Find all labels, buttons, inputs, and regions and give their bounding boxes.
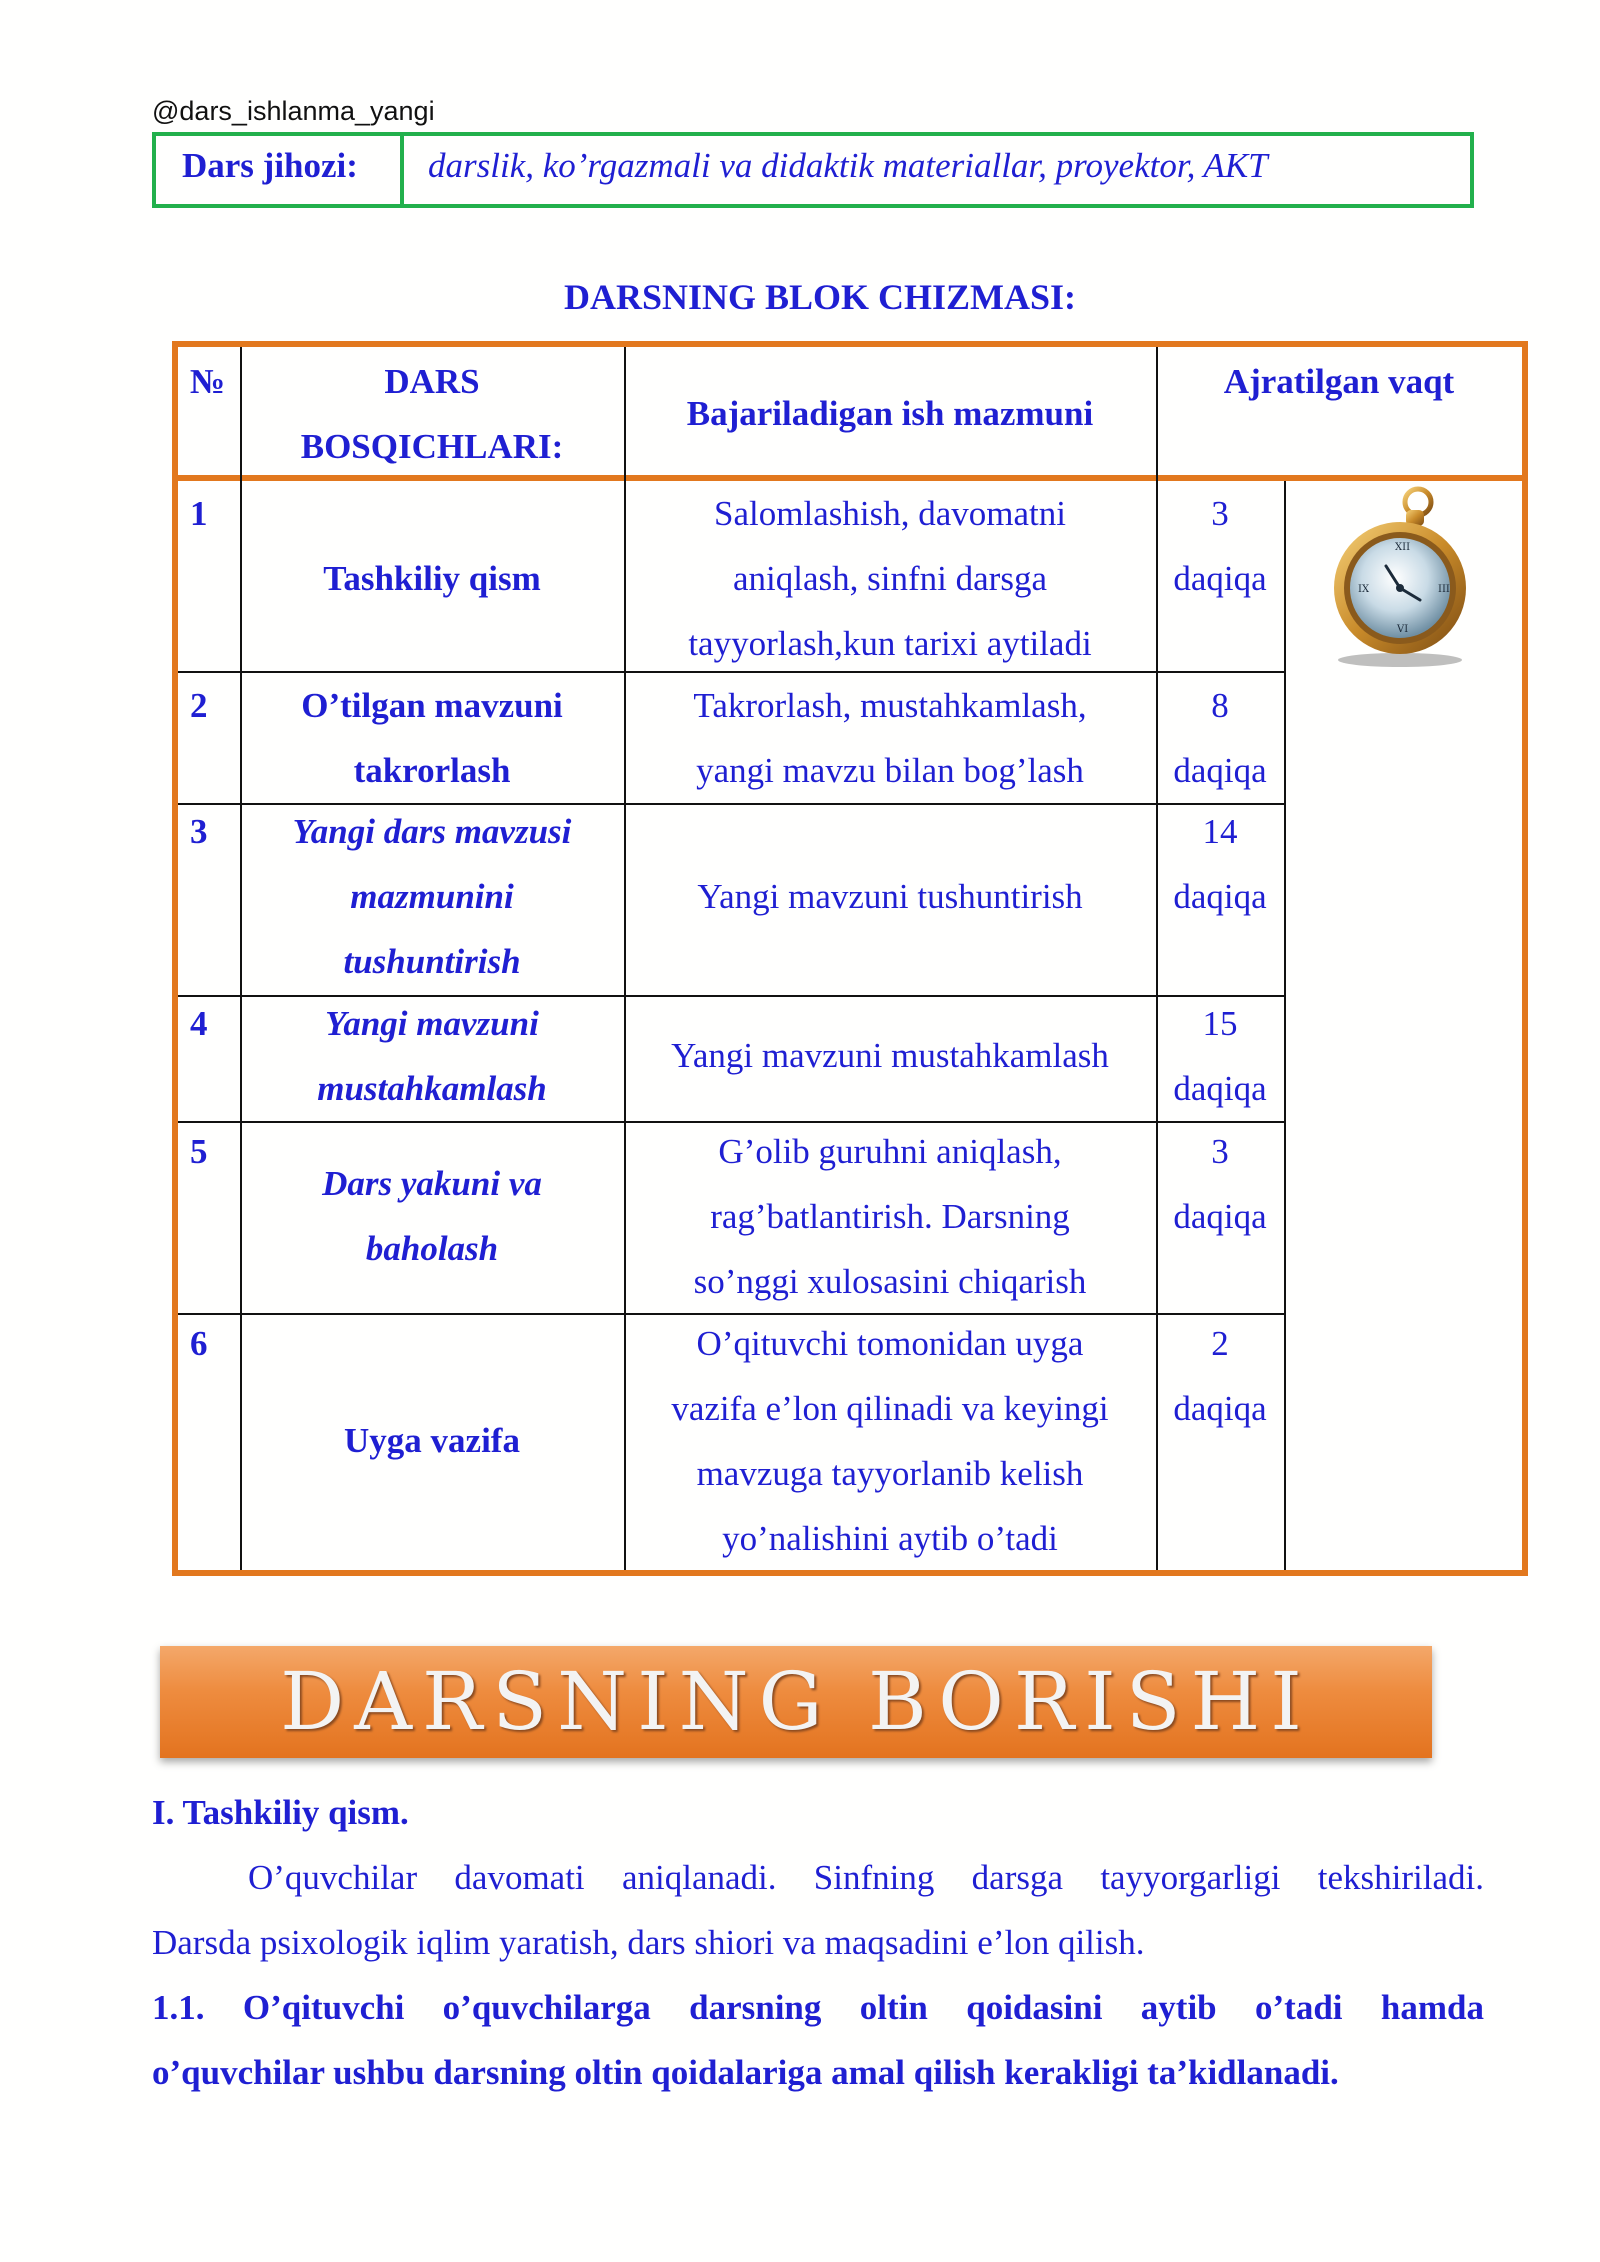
row-stage-line: mazmunini — [350, 877, 514, 916]
row-stage: Tashkiliy qism — [323, 559, 541, 598]
row-content-line: aniqlash, sinfni darsga — [733, 559, 1047, 598]
header-stages-line2: BOSQICHLARI: — [300, 427, 564, 466]
row-stage — [240, 673, 624, 803]
equipment-value: darslik, ko’rgazmali va didaktik materiallar, proyektor, AKT — [428, 146, 1268, 185]
row-time-number: 3 — [1211, 494, 1229, 533]
row-time — [1156, 1119, 1284, 1249]
row-stage-line: takrorlash — [353, 751, 511, 790]
equipment-label: Dars jihozi: — [156, 136, 404, 204]
row-content-line: vazifa e’lon qilinadi va keyingi — [671, 1389, 1109, 1428]
table-col-line — [1284, 481, 1286, 1570]
bold-paragraph-line: 1.1. O’qituvchi o’quvchilarga darsning oltin qoidasini aytib o’tadi hamda — [152, 1988, 1484, 2027]
row-stage-line: Dars yakuni va — [322, 1164, 542, 1203]
row-time — [1156, 481, 1284, 611]
row-content — [624, 673, 1156, 803]
row-content-line: so’nggi xulosasini chiqarish — [693, 1262, 1087, 1301]
row-number: 4 — [190, 1004, 208, 1043]
paragraph-line: O’quvchilar davomati aniqlanadi. Sinfning darsga tayyorgarligi tekshiriladi. — [248, 1858, 1484, 1897]
row-stage — [240, 799, 624, 994]
row-stage — [240, 991, 624, 1121]
row-stage-line: Yangi dars mavzusi — [292, 812, 572, 851]
row-number: 5 — [190, 1132, 208, 1171]
svg-text:IX: IX — [1358, 584, 1370, 595]
header-number: № — [190, 362, 226, 401]
row-time-unit: daqiqa — [1173, 1389, 1267, 1428]
row-content-line: tayyorlash,kun tarixi aytiladi — [688, 624, 1092, 663]
row-time — [1156, 991, 1284, 1121]
row-stage — [240, 1151, 624, 1281]
row-stage-line: Yangi mavzuni — [325, 1004, 539, 1043]
row-time-unit: daqiqa — [1173, 751, 1267, 790]
row-time-unit: daqiqa — [1173, 1197, 1267, 1236]
row-time-number: 15 — [1202, 1004, 1238, 1043]
section-heading: I. Tashkiliy qism. — [152, 1793, 409, 1832]
row-content-line: rag’batlantirish. Darsning — [710, 1197, 1070, 1236]
row-content-line: G’olib guruhni aniqlash, — [718, 1132, 1062, 1171]
header-stages-line1: DARS — [384, 362, 480, 401]
lesson-progress-banner — [160, 1646, 1432, 1758]
row-time-number: 2 — [1211, 1324, 1229, 1363]
svg-text:VI: VI — [1397, 624, 1409, 635]
row-content-line: yangi mavzu bilan bog’lash — [696, 751, 1084, 790]
row-number: 2 — [190, 686, 208, 725]
row-content-line: O’qituvchi tomonidan uyga — [696, 1324, 1084, 1363]
row-stage-line: O’tilgan mavzuni — [301, 686, 563, 725]
bold-paragraph-line: o’quvchilar ushbu darsning oltin qoidalariga amal qilish kerakligi ta’kidlanadi. — [152, 2053, 1339, 2092]
row-content — [624, 1119, 1156, 1314]
row-content — [624, 481, 1156, 676]
row-stage-line: mustahkamlash — [317, 1069, 547, 1108]
row-time-number: 3 — [1211, 1132, 1229, 1171]
row-stage-line: baholash — [365, 1229, 499, 1268]
row-number: 6 — [190, 1324, 208, 1363]
row-time-unit: daqiqa — [1173, 1069, 1267, 1108]
row-stage-line: tushuntirish — [343, 942, 521, 981]
header-time: Ajratilgan vaqt — [1223, 362, 1455, 401]
row-time — [1156, 673, 1284, 803]
block-scheme-title: DARSNING BLOK CHIZMASI: — [563, 277, 1077, 317]
row-content-line: Salomlashish, davomatni — [714, 494, 1066, 533]
pocket-watch-icon — [1320, 480, 1480, 670]
row-stage: Uyga vazifa — [344, 1421, 520, 1460]
paragraph-line: Darsda psixologik iqlim yaratish, dars shiori va maqsadini e’lon qilish. — [152, 1923, 1145, 1962]
header-content: Bajariladigan ish mazmuni — [686, 394, 1094, 433]
watermark: @dars_ishlanma_yangi — [152, 96, 435, 126]
row-time — [1156, 799, 1284, 929]
row-time-unit: daqiqa — [1173, 877, 1267, 916]
svg-text:III: III — [1438, 584, 1450, 595]
row-content: Yangi mavzuni mustahkamlash — [671, 1036, 1109, 1075]
header-stages — [240, 349, 624, 479]
row-time — [1156, 1311, 1284, 1441]
banner-title: DARSNING BORISHI — [280, 1655, 1312, 1748]
row-content-line: Takrorlash, mustahkamlash, — [693, 686, 1087, 725]
row-content-line: mavzuga tayyorlanib kelish — [696, 1454, 1084, 1493]
row-number: 3 — [190, 812, 208, 851]
row-number: 1 — [190, 494, 208, 533]
row-time-number: 8 — [1211, 686, 1229, 725]
row-content — [624, 1311, 1156, 1571]
row-time-number: 14 — [1202, 812, 1238, 851]
row-content-line: yo’nalishini aytib o’tadi — [722, 1519, 1058, 1558]
svg-text:XII: XII — [1395, 542, 1411, 553]
row-content: Yangi mavzuni tushuntirish — [697, 877, 1083, 916]
row-time-unit: daqiqa — [1173, 559, 1267, 598]
equipment-box — [152, 132, 1474, 208]
